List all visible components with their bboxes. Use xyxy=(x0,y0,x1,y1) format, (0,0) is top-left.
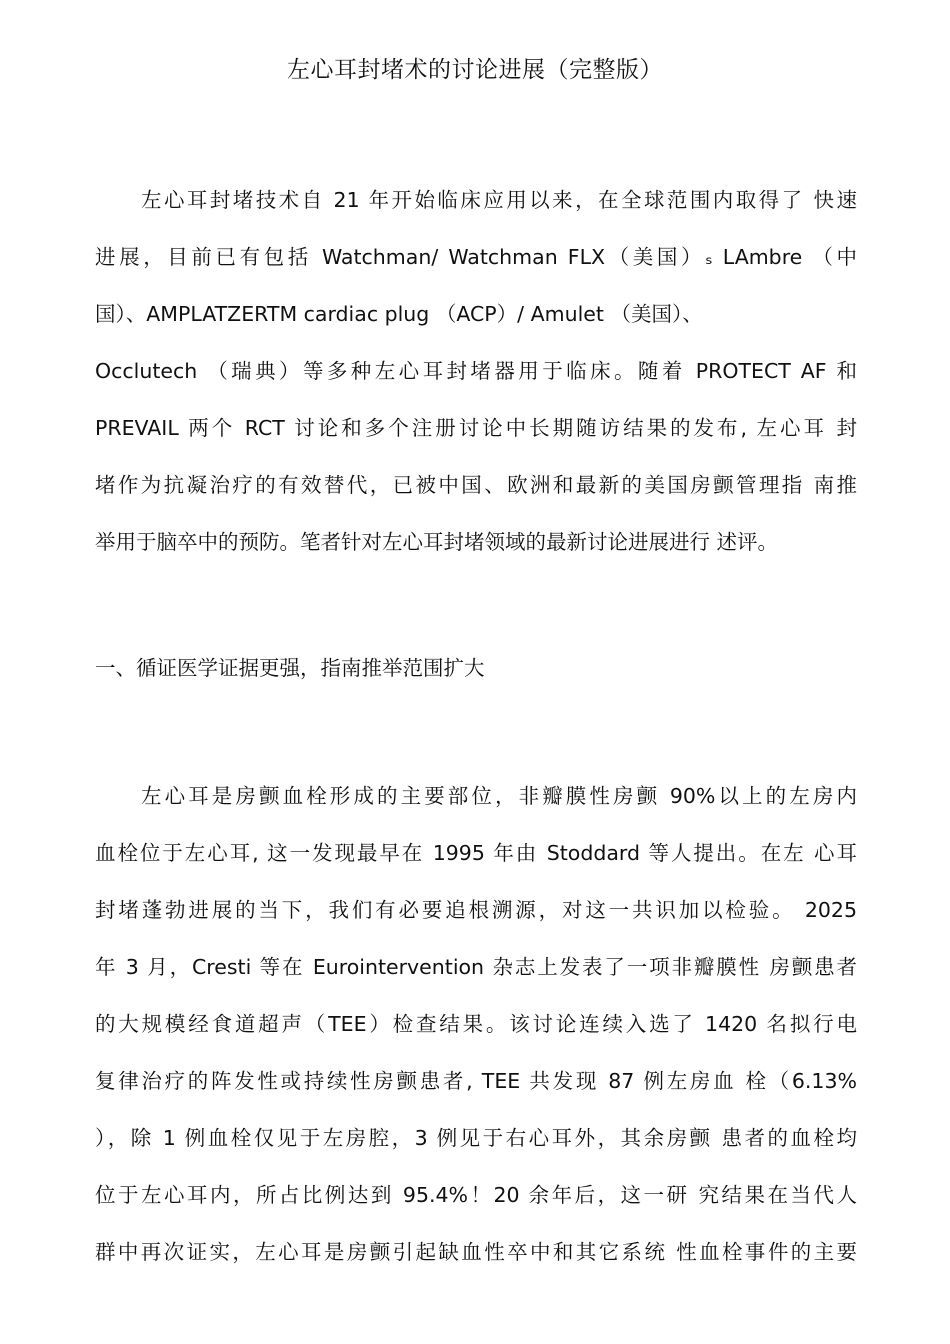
paragraph-line: 年 3 月，Cresti 等在 Eurointervention 杂志上发表了一项非瓣膜性 房颤患者 xyxy=(95,955,857,979)
paragraph-line: 群中再次证实，左心耳是房颤引起缺血性卒中和其它系统 性血栓事件的主要 xyxy=(95,1240,857,1264)
paragraph-line: 位于左心耳内，所占比例达到 95.4%！20 余年后，这一研 究结果在当代人 xyxy=(95,1183,857,1207)
section-heading: 一、循证医学证据更强，指南推举范围扩大 xyxy=(95,656,485,680)
paragraph-line: 封堵蓬勃进展的当下，我们有必要追根溯源，对这一共识加以检验。 2025 xyxy=(95,898,857,922)
paragraph-line: 堵作为抗凝治疗的有效替代，已被中国、欧洲和最新的美国房颤管理指 南推 xyxy=(95,473,857,497)
paragraph-line: 左心耳封堵技术自 21 年开始临床应用以来，在全球范围内取得了 快速 xyxy=(141,188,857,212)
paragraph-line: 国）、AMPLATZERTM cardiac plug （ACP）/ Amulet （美国）、 xyxy=(95,302,703,326)
paragraph-line: ），除 1 例血栓仅见于左房腔，3 例见于右心耳外，其余房颤 患者的血栓均 xyxy=(95,1126,857,1150)
paragraph-line: PREVAIL 两个 RCT 讨论和多个注册讨论中长期随访结果的发布, 左心耳 封 xyxy=(95,416,857,440)
paragraph-line: 进展，目前已有包括 Watchman/ Watchman FLX（美国）ₛ LAmbre （中 xyxy=(95,245,857,269)
paragraph-line: 左心耳是房颤血栓形成的主要部位，非瓣膜性房颤 90%以上的左房内 xyxy=(141,784,857,808)
intro-paragraph xyxy=(95,172,857,571)
paragraph-line: 的大规模经食道超声（TEE）检查结果。该讨论连续入选了 1420 名拟行电 xyxy=(95,1012,857,1036)
document-title: 左心耳封堵术的讨论进展（完整版） xyxy=(287,57,663,83)
paragraph-line: 举用于脑卒中的预防。笔者针对左心耳封堵领域的最新讨论进展进行 述评。 xyxy=(95,530,779,554)
paragraph-line: 复律治疗的阵发性或持续性房颤患者, TEE 共发现 87 例左房血 栓（6.13% xyxy=(95,1069,857,1093)
paragraph-line: 血栓位于左心耳, 这一发现最早在 1995 年由 Stoddard 等人提出。在左 心耳 xyxy=(95,841,857,865)
section-paragraph xyxy=(95,768,857,1281)
paragraph-line: Occlutech （瑞典）等多种左心耳封堵器用于临床。随着 PROTECT AF 和 xyxy=(95,359,857,383)
